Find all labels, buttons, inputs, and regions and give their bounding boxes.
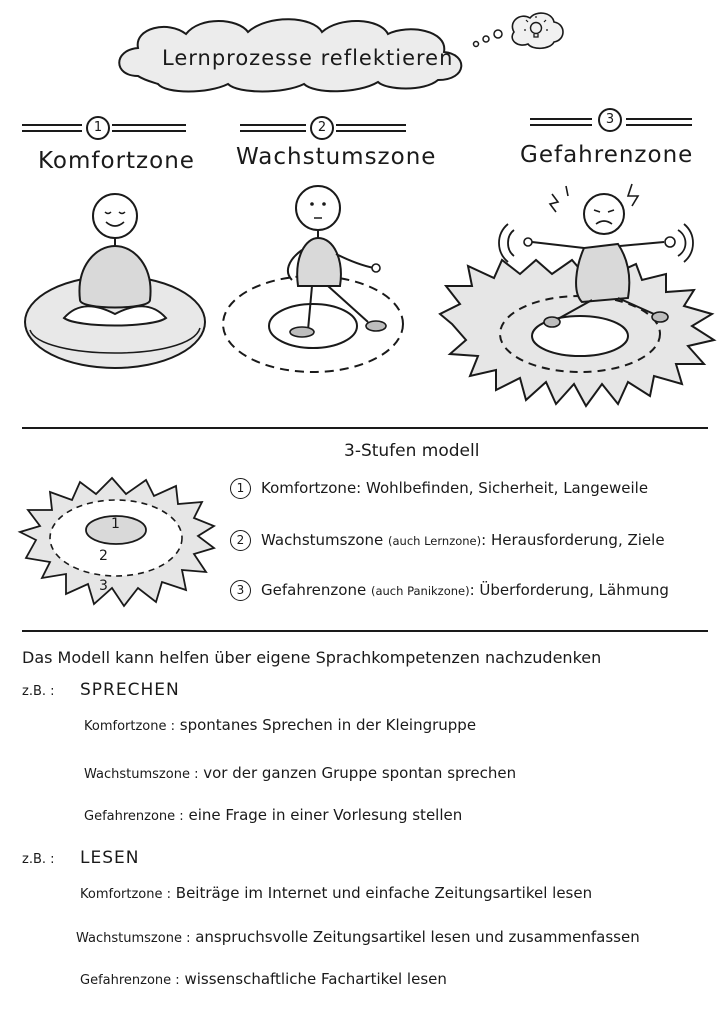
model-item-1 <box>230 478 648 499</box>
zone-1-title: Komfortzone <box>38 148 195 174</box>
lightbulb-icon <box>470 8 570 54</box>
group-1-line-2-zone: Wachstumszone : <box>84 767 199 782</box>
model-item-3-number: 3 <box>230 580 251 601</box>
model-item-2-number: 2 <box>230 530 251 551</box>
model-item-3-name: Gefahrenzone <box>261 581 367 599</box>
group-1-line-1 <box>84 716 476 734</box>
zone-1-line-right <box>112 124 186 126</box>
zone-2-line-left <box>240 124 306 126</box>
model-item-1-name: Komfortzone <box>261 479 357 497</box>
group-1-heading: SPRECHEN <box>80 680 180 700</box>
model-item-3-desc: : Überforderung, Lähmung <box>469 581 669 599</box>
zone-3-line-left-2 <box>530 124 592 126</box>
group-2-prefix: z.B. : <box>22 852 55 867</box>
zone-2-number: 2 <box>310 116 334 140</box>
group-1-line-2 <box>84 764 516 782</box>
group-2-line-2-text: anspruchsvolle Zeitungsartikel lesen und zusammenfassen <box>195 928 640 946</box>
model-item-3 <box>230 580 669 601</box>
group-1-line-2-text: vor der ganzen Gruppe spontan sprechen <box>203 764 517 782</box>
group-2-line-3-text: wissenschaftliche Fachartikel lesen <box>184 970 447 988</box>
group-1-line-1-zone: Komfortzone : <box>84 719 175 734</box>
page-title: Lernprozesse reflektieren <box>162 46 454 70</box>
zone-3-line-right <box>626 118 692 120</box>
divider-middle <box>22 630 708 632</box>
model-item-2-note: (auch Lernzone) <box>388 534 482 548</box>
diagram-label-2: 2 <box>99 548 108 564</box>
zone-3-title: Gefahrenzone <box>520 142 694 168</box>
diagram-label-3: 3 <box>99 578 108 594</box>
diagram-label-1: 1 <box>111 516 120 532</box>
group-2-heading: LESEN <box>80 848 140 868</box>
model-item-3-note: (auch Panikzone) <box>370 584 470 598</box>
divider-top <box>22 427 708 429</box>
model-item-2 <box>230 530 665 551</box>
zone-1-line-left-2 <box>22 130 82 132</box>
group-2-line-2-zone: Wachstumszone : <box>76 931 191 946</box>
zone-2-line-left-2 <box>240 130 306 132</box>
model-item-2-desc: : Herausforderung, Ziele <box>481 531 665 549</box>
zone-1-number: 1 <box>86 116 110 140</box>
zone-model-diagram <box>16 470 216 610</box>
group-1-line-1-text: spontanes Sprechen in der Kleingruppe <box>179 716 477 734</box>
zone-1-line-left <box>22 124 82 126</box>
group-2-line-1 <box>80 884 592 902</box>
group-2-line-3-zone: Gefahrenzone : <box>80 973 180 988</box>
zone-2-title: Wachstumszone <box>236 144 437 170</box>
group-2-line-1-text: Beiträge im Internet und einfache Zeitungsartikel lesen <box>175 884 593 902</box>
zone-2-line-right-2 <box>336 130 406 132</box>
group-2-line-1-zone: Komfortzone : <box>80 887 171 902</box>
examples-intro: Das Modell kann helfen über eigene Sprachkompetenzen nachzudenken <box>22 648 602 667</box>
zone-3-number: 3 <box>598 108 622 132</box>
group-1-line-3-zone: Gefahrenzone : <box>84 809 184 824</box>
model-item-2-name: Wachstumszone <box>261 531 384 549</box>
zone-2-line-right <box>336 124 406 126</box>
group-1-line-3 <box>84 806 462 824</box>
group-1-line-3-text: eine Frage in einer Vorlesung stellen <box>188 806 463 824</box>
danger-zone-figure <box>432 174 722 414</box>
zone-3-line-left <box>530 118 592 120</box>
zone-1-line-right-2 <box>112 130 186 132</box>
group-1-prefix: z.B. : <box>22 684 55 699</box>
group-2-line-3 <box>80 970 447 988</box>
comfort-zone-figure <box>20 190 210 380</box>
model-item-1-number: 1 <box>230 478 251 499</box>
growth-zone-figure <box>218 176 408 386</box>
zone-3-line-right-2 <box>626 124 692 126</box>
model-item-1-desc: : Wohlbefinden, Sicherheit, Langeweile <box>356 479 649 497</box>
group-2-line-2 <box>76 928 640 946</box>
model-title: 3-Stufen modell <box>344 441 480 461</box>
